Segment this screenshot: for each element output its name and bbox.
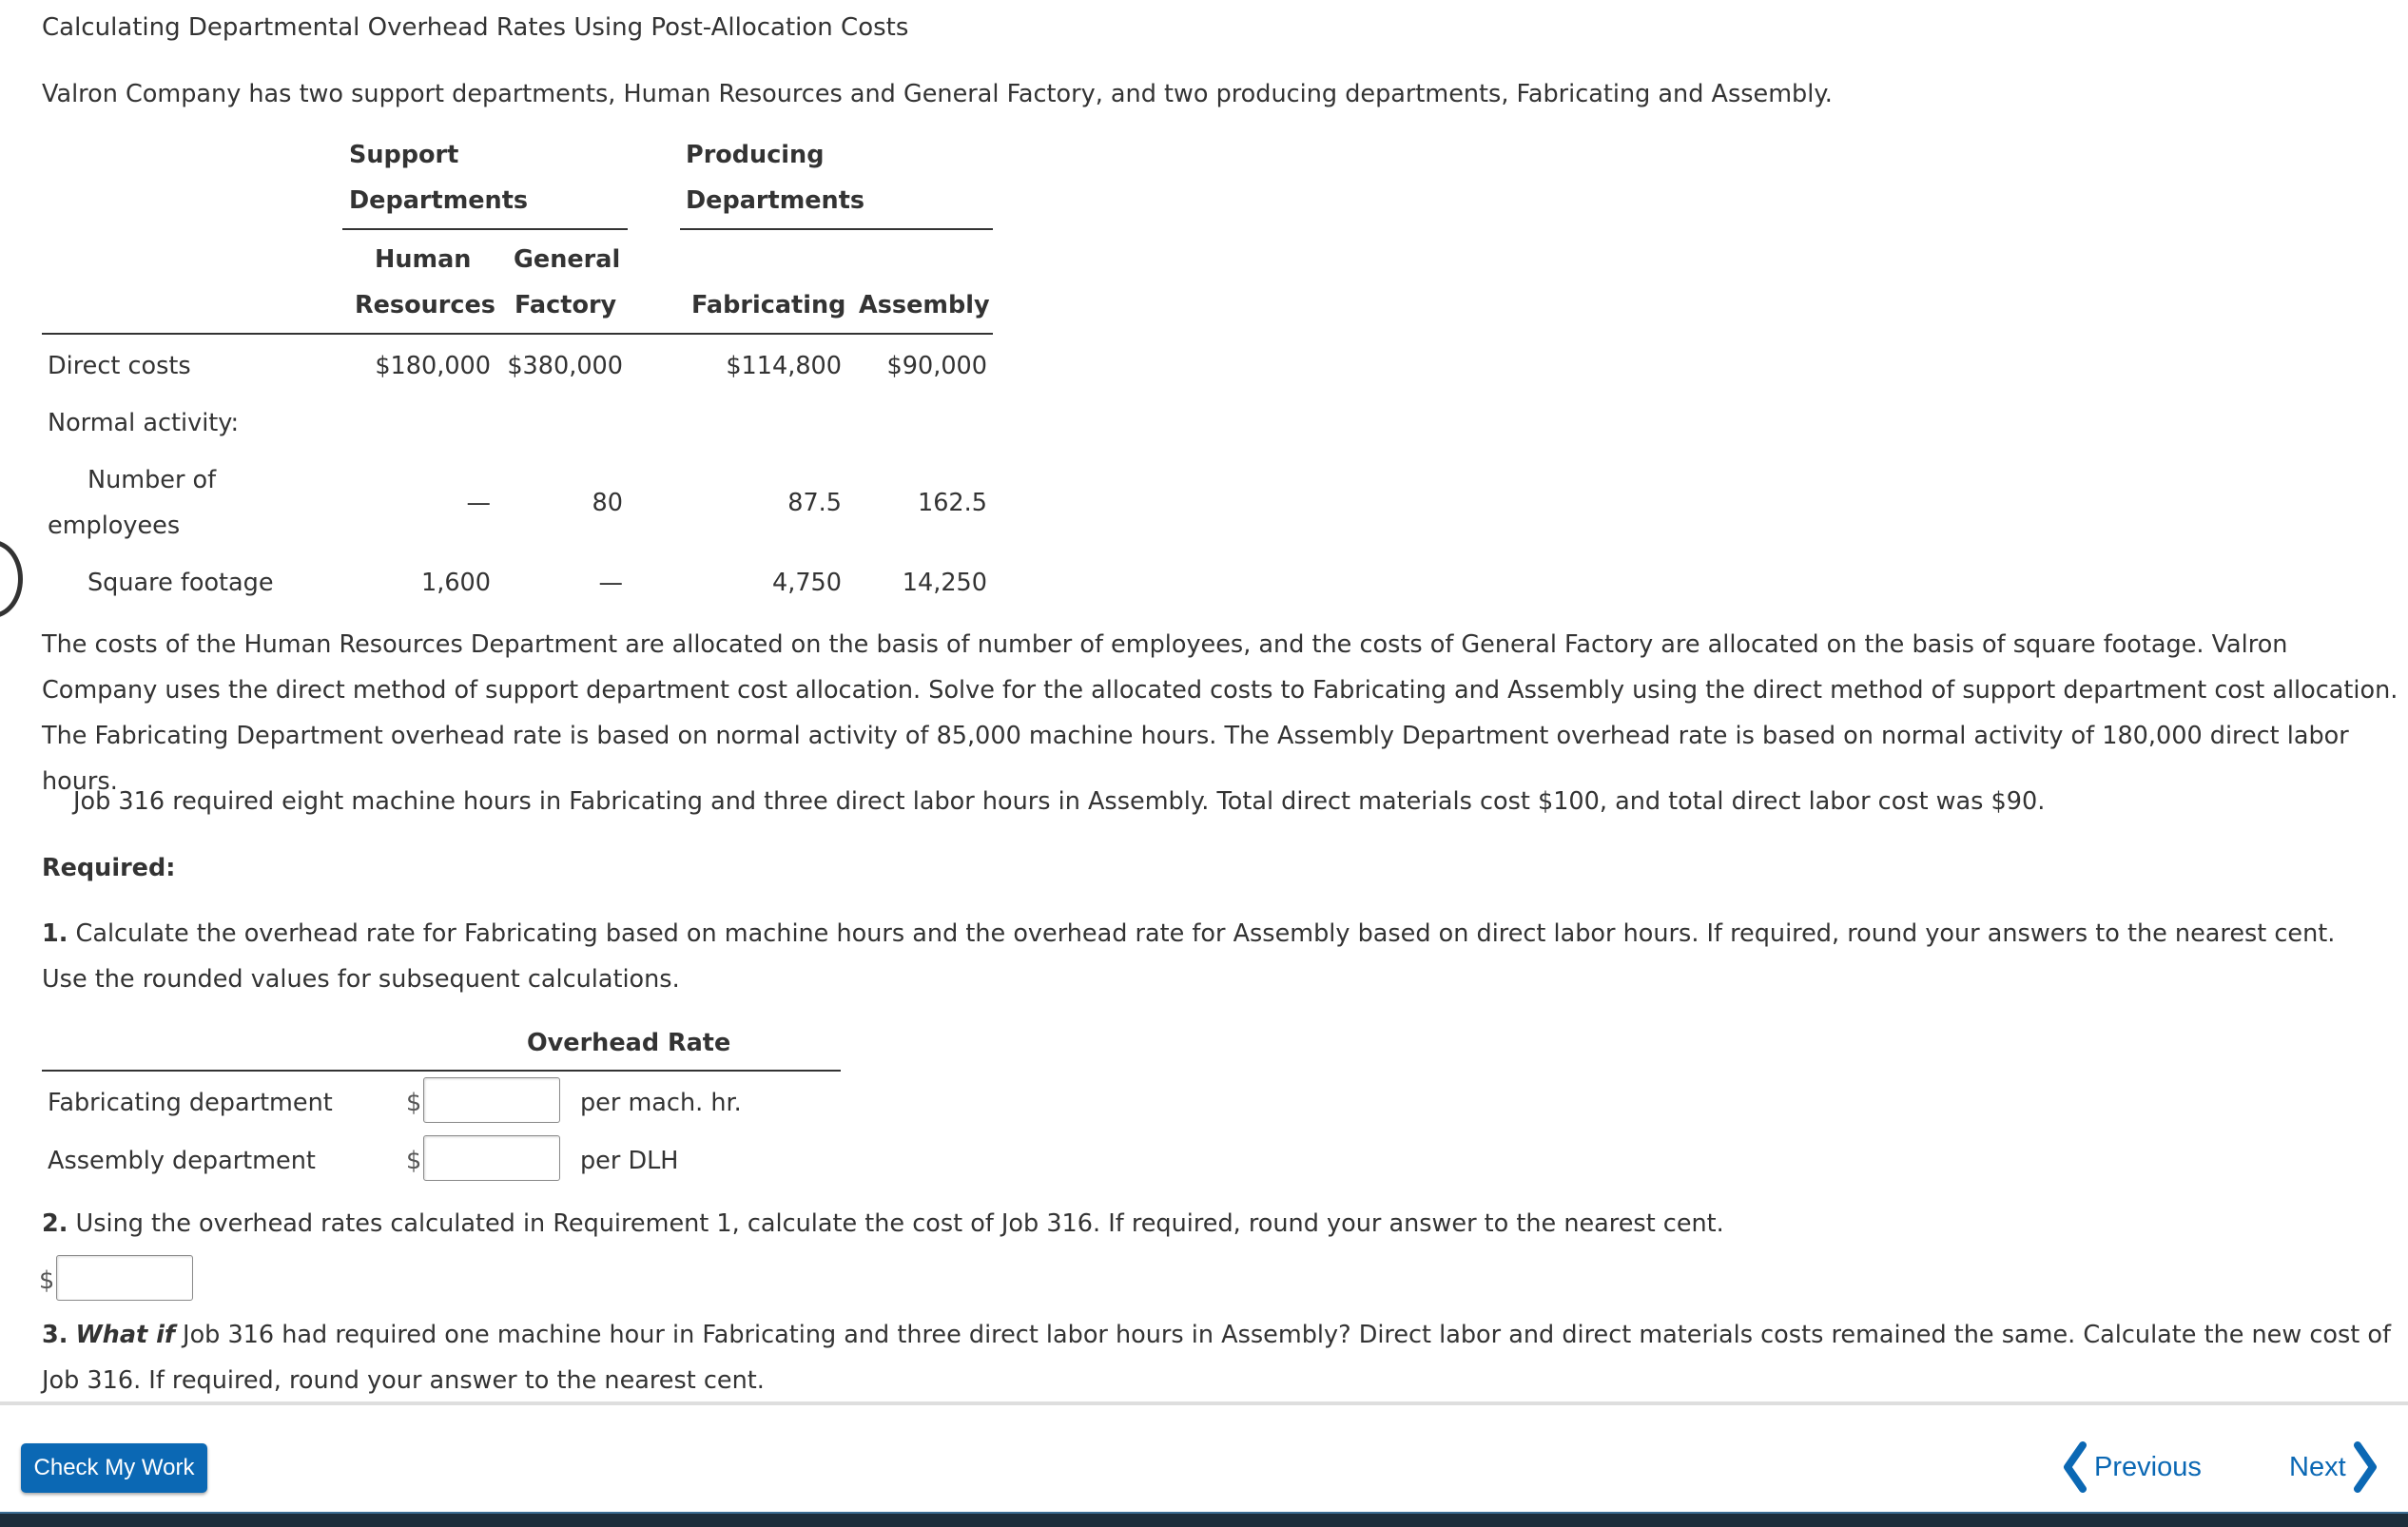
cell-asm: 14,250 <box>902 569 987 597</box>
row-label-employees-1: Number of <box>87 466 217 494</box>
assembly-label: Assembly department <box>48 1147 316 1175</box>
cell-gf: 80 <box>592 489 623 517</box>
question-emphasis: What if <box>75 1321 175 1349</box>
col-hr-line2: Resources <box>355 291 495 319</box>
question-text: Job 316 had required one machine hour in Fabricating and three direct labor hours in Assembly? Direct labor and direct materials costs remained the same. Calculate the new cost of Job 316. If required, round your answer to the nearest cent. <box>42 1321 2391 1395</box>
cell-hr: 1,600 <box>420 569 491 597</box>
chevron-right-icon <box>2350 1441 2382 1493</box>
producing-group-rule <box>680 228 993 230</box>
row-label-square-footage: Square footage <box>87 569 274 597</box>
row-label-direct-costs: Direct costs <box>48 352 191 380</box>
footer-bottom-bar <box>0 1514 2408 1527</box>
header-rule <box>42 333 993 335</box>
assembly-unit: per DLH <box>580 1147 679 1175</box>
previous-button[interactable] <box>2058 1441 2202 1493</box>
next-button[interactable] <box>2289 1441 2382 1493</box>
currency-symbol: $ <box>39 1266 55 1295</box>
question-number: 1. <box>42 919 68 948</box>
assembly-rate-input[interactable] <box>423 1135 560 1181</box>
circle-marker <box>0 540 23 618</box>
cell-asm: 162.5 <box>917 489 987 517</box>
producing-header-line2: Departments <box>686 186 865 215</box>
col-gf-line2: Factory <box>515 291 617 319</box>
page-title: Calculating Departmental Overhead Rates Using Post-Allocation Costs <box>42 13 909 42</box>
chevron-left-icon <box>2058 1441 2090 1493</box>
producing-header-line1: Producing <box>686 141 825 169</box>
footer-bar <box>0 1405 2408 1512</box>
intro-text: Valron Company has two support departments, Human Resources and General Factory, and two producing departments, Fabricating and Assembly. <box>42 80 1833 108</box>
question-1 <box>42 911 2381 1002</box>
required-heading: Required: <box>42 854 176 882</box>
question-number: 2. <box>42 1209 68 1238</box>
support-header-line1: Support <box>349 141 459 169</box>
col-assembly: Assembly <box>859 291 990 319</box>
question-3 <box>42 1312 2400 1403</box>
question-2 <box>42 1209 1724 1238</box>
col-fabricating: Fabricating <box>691 291 846 319</box>
cell-fab: 4,750 <box>771 569 842 597</box>
overhead-rate-rule <box>42 1070 841 1072</box>
question-number: 3. <box>42 1321 68 1349</box>
cell-hr: — <box>466 489 491 517</box>
cell-fab: 87.5 <box>787 489 842 517</box>
problem-paragraph: The costs of the Human Resources Department are allocated on the basis of number of employees, and the costs of General Factory are allocated on the basis of square footage. Valron Company uses the direct method of support department cost allocation. Solve for the allocated costs to Fabricating and Assembly using the direct method of support department cost allocation. The Fabricating Department overhead rate is based on normal activity of 85,000 machine hours. The Assembly Department overhead rate is based on normal activity of 180,000 direct labor hours. <box>42 630 2398 796</box>
next-label: Next <box>2289 1451 2346 1482</box>
overhead-rate-header: Overhead Rate <box>527 1029 731 1057</box>
question-text: Using the overhead rates calculated in Requirement 1, calculate the cost of Job 316. If required, round your answer to the nearest cent. <box>68 1209 1724 1238</box>
job-cost-input[interactable] <box>56 1255 193 1301</box>
row-label-employees-2: employees <box>48 512 181 540</box>
fabricating-rate-input[interactable] <box>423 1077 560 1123</box>
check-my-work-button[interactable]: Check My Work <box>21 1443 207 1493</box>
cell-hr: $180,000 <box>375 352 491 380</box>
cell-gf: — <box>598 569 623 597</box>
previous-label: Previous <box>2094 1451 2202 1482</box>
support-group-rule <box>342 228 628 230</box>
cell-asm: $90,000 <box>886 352 987 380</box>
support-header-line2: Departments <box>349 186 529 215</box>
cell-fab: $114,800 <box>726 352 842 380</box>
fabricating-label: Fabricating department <box>48 1089 333 1117</box>
cell-gf: $380,000 <box>507 352 623 380</box>
fabricating-unit: per mach. hr. <box>580 1089 742 1117</box>
job-paragraph: Job 316 required eight machine hours in Fabricating and three direct labor hours in Assembly. Total direct materials cost $100, and total direct labor cost was $90. <box>73 787 2046 816</box>
row-label-normal-activity: Normal activity: <box>48 409 240 437</box>
question-text: Calculate the overhead rate for Fabricating based on machine hours and the overhead rate for Assembly based on direct labor hours. If required, round your answers to the nearest cent. Use the rounded values for subsequent calculations. <box>42 919 2336 994</box>
col-hr-line1: Human <box>375 245 472 274</box>
currency-symbol: $ <box>406 1147 422 1175</box>
currency-symbol: $ <box>406 1089 422 1117</box>
col-gf-line1: General <box>514 245 621 274</box>
